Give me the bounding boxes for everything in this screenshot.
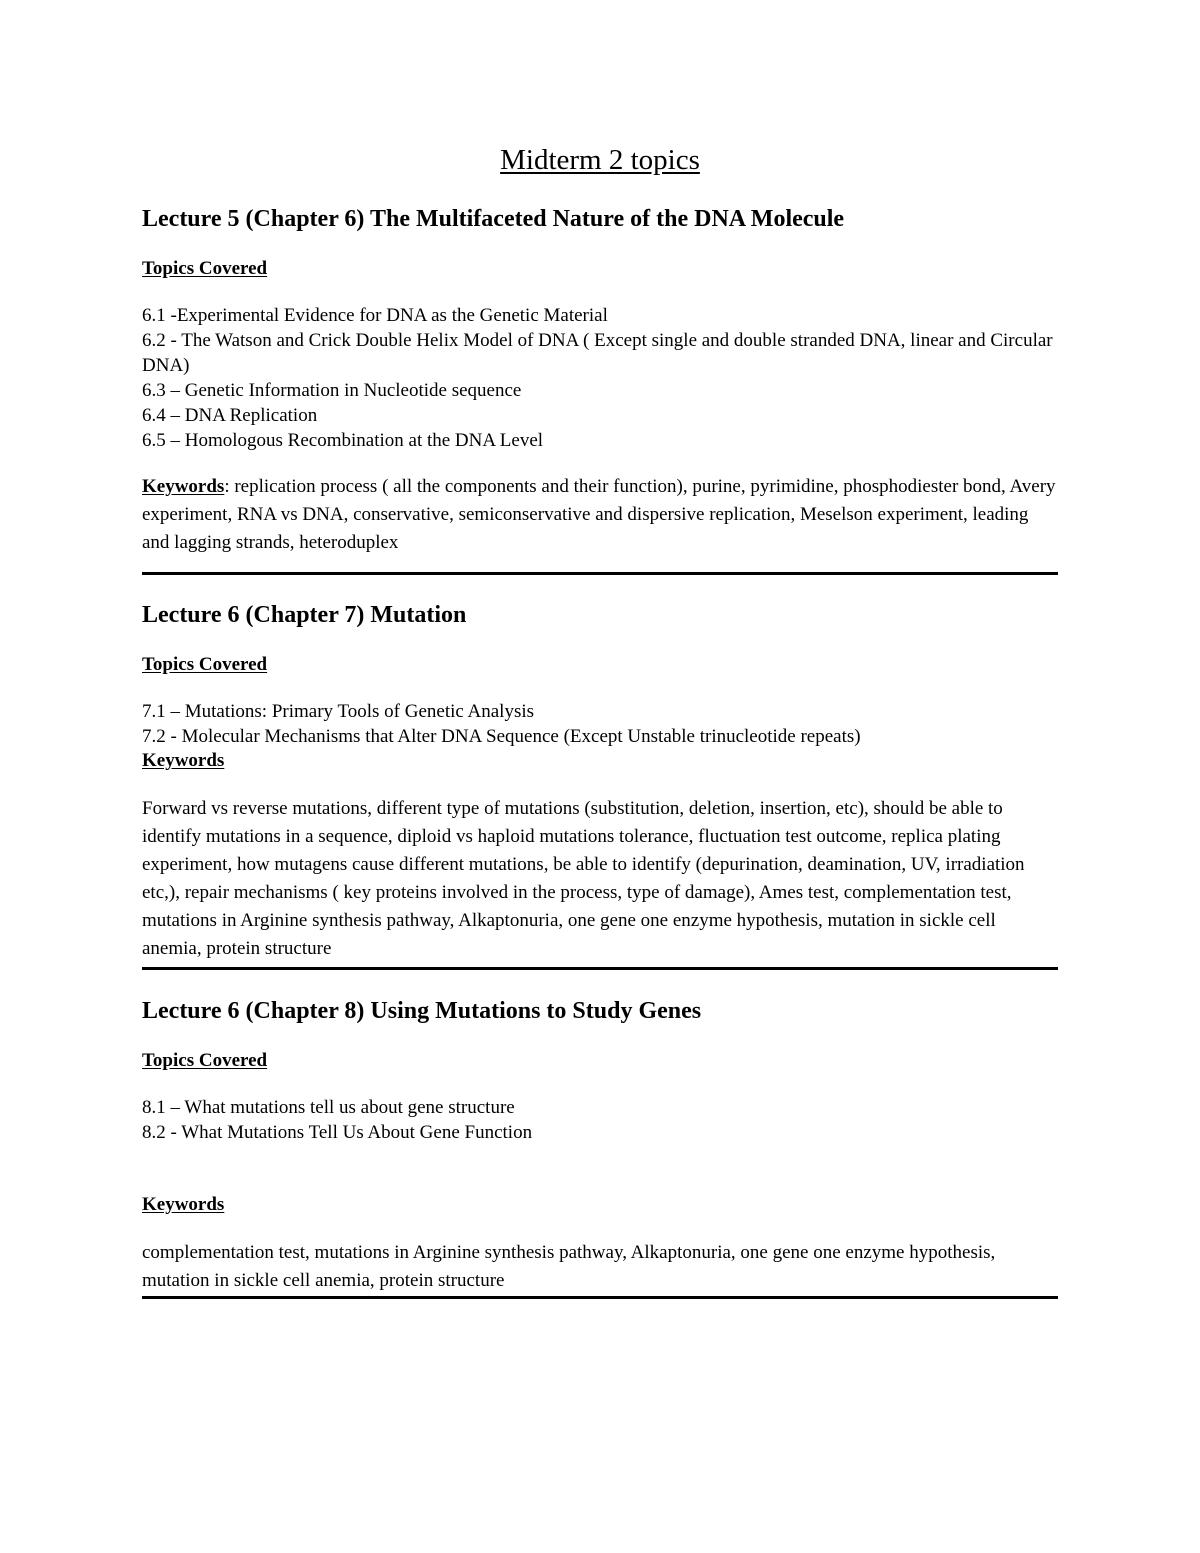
- keywords-text: Forward vs reverse mutations, different type of mutations (substitution, deletion, insertion, etc), should be able to identify mutations in a sequence, diploid vs haploid mutations tolerance, fluctuation test outcome, replica plating experiment, how mutagens cause different mutations, be able to identify (depurination, deamination, UV, irradiation etc,), repair mechanisms ( key proteins involved in the process, type of damage), Ames test, complementation test, mutations in Arginine synthesis pathway, Alkaptonuria, one gene one enzyme hypothesis, mutation in sickle cell anemia, protein structure: [142, 798, 1025, 959]
- keywords-text: complementation test, mutations in Arginine synthesis pathway, Alkaptonuria, one gene one enzyme hypothesis, mutation in sickle cell anemia, protein structure: [142, 1242, 996, 1291]
- keywords-text: : replication process ( all the components and their function), purine, pyrimidine, phosphodiester bond, Avery experiment, RNA vs DNA, conservative, semiconservative and dispersive replication, Meselson experiment, leading and lagging strands, heteroduplex: [142, 476, 1056, 553]
- topic-item: 6.1 -Experimental Evidence for DNA as the Genetic Material: [142, 305, 608, 326]
- topics-covered-label: Topics Covered: [142, 1050, 268, 1071]
- section-heading: Lecture 6 (Chapter 7) Mutation: [142, 602, 467, 628]
- topics-covered-label: Topics Covered: [142, 258, 268, 279]
- section-divider: [142, 572, 1058, 575]
- keywords-label: Keywords: [142, 1194, 225, 1215]
- topics-covered-label: Topics Covered: [142, 654, 268, 675]
- topic-item: 6.2 - The Watson and Crick Double Helix Model of DNA ( Except single and double stranded DNA, linear and Circular DNA): [142, 330, 1053, 376]
- keywords-paragraph: [142, 473, 1058, 557]
- section-heading: Lecture 5 (Chapter 6) The Multifaceted Nature of the DNA Molecule: [142, 206, 845, 232]
- topic-item: 7.2 - Molecular Mechanisms that Alter DNA Sequence (Except Unstable trinucleotide repeats): [142, 726, 861, 747]
- topic-item: 8.1 – What mutations tell us about gene structure: [142, 1097, 515, 1118]
- topic-item: 6.3 – Genetic Information in Nucleotide sequence: [142, 380, 522, 401]
- section-heading: Lecture 6 (Chapter 8) Using Mutations to Study Genes: [142, 998, 702, 1024]
- section-lecture-6-ch7: [142, 600, 1058, 963]
- document-title: [142, 142, 1058, 178]
- document-title-text: Midterm 2 topics: [500, 144, 700, 176]
- section-divider: [142, 1296, 1058, 1299]
- topic-list: [142, 699, 1058, 749]
- topic-list: [142, 303, 1058, 453]
- keywords-label: Keywords: [142, 750, 225, 771]
- topic-list: [142, 1095, 1058, 1145]
- topic-item: 8.2 - What Mutations Tell Us About Gene Function: [142, 1122, 533, 1143]
- topic-item: 6.5 – Homologous Recombination at the DNA Level: [142, 430, 544, 451]
- topic-item: 6.4 – DNA Replication: [142, 405, 318, 426]
- section-lecture-5: [142, 204, 1058, 557]
- section-lecture-6-ch8: [142, 996, 1058, 1295]
- section-divider: [142, 967, 1058, 970]
- topic-item: 7.1 – Mutations: Primary Tools of Genetic Analysis: [142, 701, 535, 722]
- keywords-label: Keywords: [142, 476, 225, 497]
